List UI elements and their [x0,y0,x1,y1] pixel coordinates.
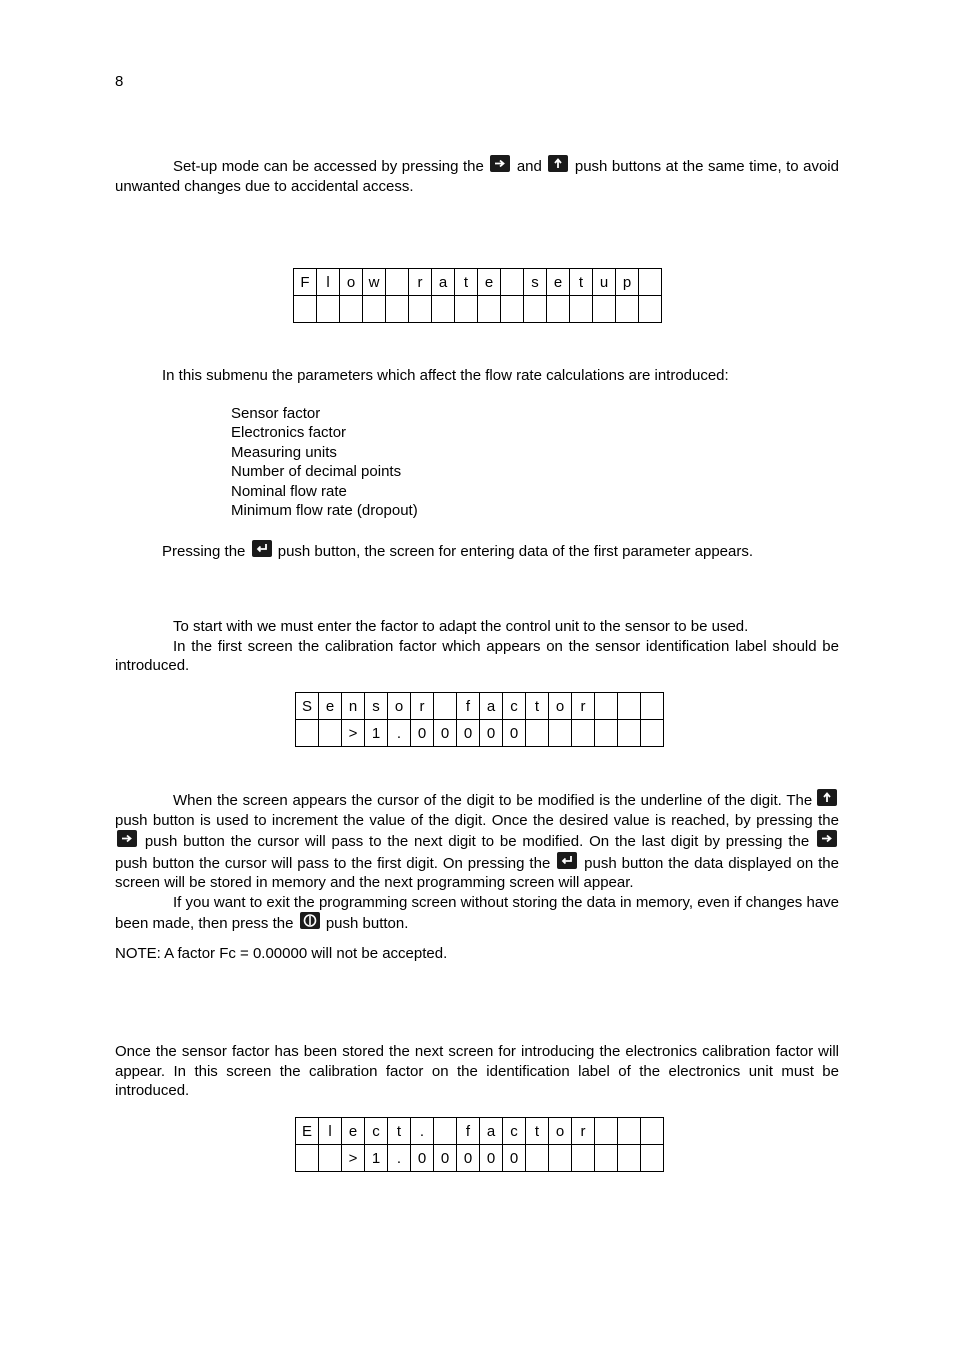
p5-text-c: push button the cursor will pass to the next digit to be modified. On the last digit by pressing the [144,833,810,850]
lcd-cell: c [365,1118,388,1145]
lcd-cell [478,296,501,323]
lcd-cell [363,296,386,323]
lcd-sensor-factor [295,692,664,747]
lcd-cell: 0 [411,1145,434,1172]
lcd-cell: e [478,269,501,296]
lcd-cell [618,720,641,747]
lcd-cell [593,296,616,323]
lcd-cell [386,269,409,296]
lcd-cell: S [296,693,319,720]
list-item: Measuring units [231,443,337,461]
lcd-cell: > [342,1145,365,1172]
lcd-cell: t [455,269,478,296]
right-arrow-key-icon [117,830,137,847]
lcd-cell: . [388,720,411,747]
list-item: Nominal flow rate [231,482,347,500]
lcd-cell: 0 [457,720,480,747]
p5-text-a: When the screen appears the cursor of the digit to be modified is the underline of the digit. The [173,792,813,809]
setup-intro-paragraph [115,155,839,196]
submenu-description: In this submenu the parameters which affect the flow rate calculations are introduced: [162,367,729,384]
p3-text-a: Pressing the [162,543,246,560]
p5-text-d: push button the cursor will pass to the first digit. On pressing the [115,854,551,872]
list-item: Number of decimal points [231,463,402,481]
page-number: 8 [115,73,124,90]
lcd-cell [572,1145,595,1172]
list-item: Electronics factor [231,424,347,442]
lcd-cell [618,1145,641,1172]
lcd-cell [570,296,593,323]
lcd-cell [595,1118,618,1145]
lcd-electronics-factor [295,1117,664,1172]
lcd-cell [319,720,342,747]
lcd-cell: 0 [480,1145,503,1172]
lcd-cell [434,1118,457,1145]
lcd-cell [618,693,641,720]
lcd-cell: 0 [480,720,503,747]
lcd-cell: 0 [503,1145,526,1172]
lcd-cell [595,1145,618,1172]
p5-text-b: push button is used to increment the value of the digit. Once the desired value is reached, by pressing the [115,811,839,829]
lcd-cell [641,720,664,747]
lcd-cell: e [547,269,570,296]
electronics-factor-paragraph: Once the sensor factor has been stored the next screen for introducing the electronics calibration factor will appear. In this screen the calibration factor on the identification label of the electronics unit must be introduced. [115,1043,839,1099]
lcd-cell [547,296,570,323]
right-arrow-key-icon [490,155,510,172]
lcd-cell [340,296,363,323]
lcd-cell: r [572,693,595,720]
lcd-cell: c [503,1118,526,1145]
lcd-cell [296,720,319,747]
lcd-cell [639,269,662,296]
lcd-flow-rate-setup [293,268,662,323]
pressing-enter-paragraph [162,540,753,560]
lcd-cell [524,296,547,323]
list-item: Minimum flow rate (dropout) [231,502,418,520]
lcd-cell [616,296,639,323]
lcd-cell: 0 [457,1145,480,1172]
lcd-cell: e [319,693,342,720]
lcd-cell [526,1145,549,1172]
lcd-cell [501,296,524,323]
lcd-cell: c [503,693,526,720]
lcd-cell [294,296,317,323]
lcd-cell [618,1118,641,1145]
lcd-cell: r [409,269,432,296]
lcd-cell: 0 [434,1145,457,1172]
lcd-cell [639,296,662,323]
up-arrow-key-icon [548,155,568,172]
lcd-cell: s [524,269,547,296]
lcd-cell: 0 [434,720,457,747]
sensor-factor-paragraph [115,617,839,676]
lcd-cell [501,269,524,296]
lcd-cell: a [480,693,503,720]
p4-line2: In the first screen the calibration factor which appears on the sensor identification label should be introduced. [115,637,839,674]
lcd-cell: o [388,693,411,720]
lcd-cell: 0 [411,720,434,747]
lcd-cell: o [549,1118,572,1145]
lcd-cell: t [570,269,593,296]
enter-key-icon [252,540,272,557]
lcd-cell: t [526,693,549,720]
lcd-cell: t [526,1118,549,1145]
lcd-cell [641,1118,664,1145]
p1-text-c: push buttons at the same time, to avoid unwanted changes due to accidental access. [115,158,839,195]
lcd-cell: E [296,1118,319,1145]
lcd-cell [455,296,478,323]
lcd-cell: w [363,269,386,296]
lcd-cell [526,720,549,747]
escape-key-icon [300,912,320,929]
lcd-cell [641,1145,664,1172]
lcd-cell: s [365,693,388,720]
lcd-cell: 0 [503,720,526,747]
lcd-cell: e [342,1118,365,1145]
lcd-cell [434,693,457,720]
lcd-cell: 1 [365,720,388,747]
p5-text-g: push button. [325,915,409,932]
lcd-cell: a [432,269,455,296]
lcd-cell: u [593,269,616,296]
enter-key-icon [557,852,577,869]
lcd-cell: o [549,693,572,720]
lcd-cell [432,296,455,323]
lcd-cell [319,1145,342,1172]
lcd-cell: f [457,693,480,720]
cursor-instructions-paragraph [115,789,839,934]
lcd-cell [549,1145,572,1172]
p4-line1: To start with we must enter the factor to adapt the control unit to the sensor to be used. [173,618,749,635]
lcd-cell: F [294,269,317,296]
note-text: NOTE: A factor Fc = 0.00000 will not be accepted. [115,945,448,962]
lcd-cell [409,296,432,323]
p5-text-e: push button the data displayed on the screen will be stored in memory and the next programming screen will appear. [115,854,839,891]
p5-text-f: If you want to exit the programming screen without storing the data in memory, even if changes have been made, then press the [115,893,839,932]
p1-text-b: and [516,158,542,175]
parameter-list [231,404,418,520]
lcd-cell [549,720,572,747]
up-arrow-key-icon [817,789,837,806]
lcd-cell [386,296,409,323]
p3-text-b: push button, the screen for entering data of the first parameter appears. [277,543,754,560]
lcd-cell: l [319,1118,342,1145]
lcd-cell: 1 [365,1145,388,1172]
lcd-cell: a [480,1118,503,1145]
lcd-cell: f [457,1118,480,1145]
lcd-cell [641,693,664,720]
lcd-cell: > [342,720,365,747]
right-arrow-key-icon [817,830,837,847]
lcd-cell: t [388,1118,411,1145]
lcd-cell [317,296,340,323]
lcd-cell: . [411,1118,434,1145]
p1-text-a: Set-up mode can be accessed by pressing the [173,158,484,175]
lcd-cell [595,720,618,747]
lcd-cell [296,1145,319,1172]
lcd-cell: o [340,269,363,296]
lcd-cell: p [616,269,639,296]
lcd-cell: r [572,1118,595,1145]
lcd-cell [595,693,618,720]
lcd-cell: . [388,1145,411,1172]
lcd-cell: r [411,693,434,720]
lcd-cell [572,720,595,747]
list-item: Sensor factor [231,405,321,422]
lcd-cell: n [342,693,365,720]
lcd-cell: l [317,269,340,296]
